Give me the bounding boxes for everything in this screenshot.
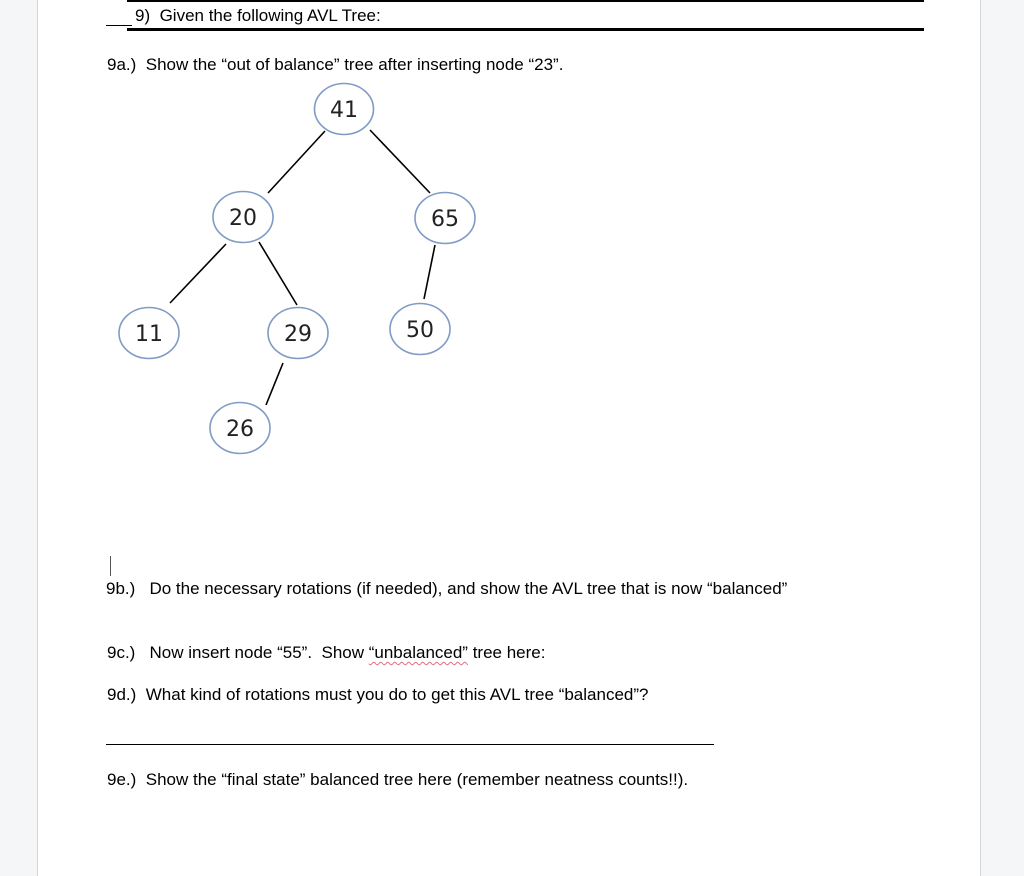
node-label-11: 11 bbox=[135, 322, 163, 347]
heading-text: Given the following AVL Tree: bbox=[159, 6, 381, 25]
edge-20-11 bbox=[170, 244, 226, 303]
question-9e-text: Show the “final state” balanced tree here (remember neatness counts!!). bbox=[145, 770, 689, 789]
node-label-26: 26 bbox=[226, 417, 254, 442]
node-label-29: 29 bbox=[284, 322, 312, 347]
question-9e bbox=[107, 770, 688, 790]
question-9c bbox=[107, 643, 545, 663]
answer-line-9d bbox=[106, 744, 714, 745]
edge-41-20 bbox=[268, 131, 325, 193]
tree-edges bbox=[170, 130, 435, 405]
question-9d-label: 9d.) bbox=[107, 685, 137, 704]
node-label-41: 41 bbox=[330, 98, 358, 123]
question-9c-label: 9c.) bbox=[107, 643, 136, 662]
question-9c-text-after: tree here: bbox=[467, 643, 546, 662]
text-cursor bbox=[110, 556, 111, 576]
node-label-20: 20 bbox=[229, 206, 257, 231]
edge-20-29 bbox=[259, 242, 297, 305]
node-label-50: 50 bbox=[406, 318, 434, 343]
edge-65-50 bbox=[424, 245, 435, 299]
question-9b bbox=[106, 579, 787, 599]
tree-node bbox=[210, 403, 270, 454]
question-9a-label: 9a.) bbox=[107, 55, 137, 74]
question-9b-text: Do the necessary rotations (if needed), and show the AVL tree that is now “balanced” bbox=[149, 579, 788, 598]
tree-node bbox=[315, 84, 374, 135]
node-label-65: 65 bbox=[431, 207, 459, 232]
question-9b-label: 9b.) bbox=[106, 579, 136, 598]
edge-29-26 bbox=[266, 363, 283, 405]
tree-node bbox=[268, 308, 328, 359]
tree-node bbox=[390, 304, 450, 355]
question-9d bbox=[107, 685, 648, 705]
tree-node bbox=[119, 308, 179, 359]
tree-nodes bbox=[119, 84, 475, 454]
tree-node bbox=[415, 193, 475, 244]
question-9c-misspelled-word: “unbalanced” bbox=[368, 643, 468, 662]
edge-41-65 bbox=[370, 130, 430, 193]
question-9c-text-before: Now insert node “55”. Show bbox=[149, 643, 369, 662]
question-9e-label: 9e.) bbox=[107, 770, 137, 789]
question-9a-text: Show the “out of balance” tree after inserting node “23”. bbox=[145, 55, 564, 74]
question-9d-text: What kind of rotations must you do to get this AVL tree “balanced”? bbox=[145, 685, 649, 704]
heading-number: 9) bbox=[135, 6, 151, 25]
tree-node bbox=[213, 192, 273, 243]
